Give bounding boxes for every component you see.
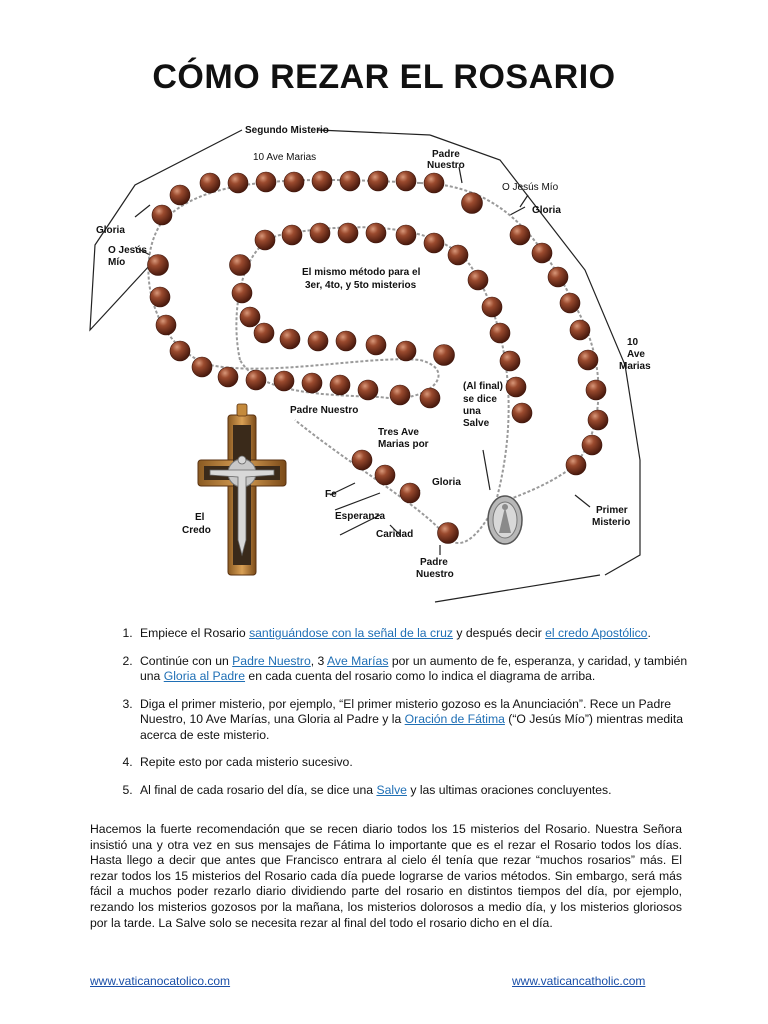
label-padre-top-2: Nuestro xyxy=(427,160,465,171)
label-10-ave-top: 10 Ave Marias xyxy=(253,152,317,163)
label-segundo-misterio: Segundo Misterio xyxy=(245,125,329,136)
label-padre-top-1: Padre xyxy=(432,149,460,160)
label-primer-misterio-1: Primer xyxy=(596,505,628,516)
label-10-right-1: 10 xyxy=(627,337,639,348)
label-padre-bottom-1: Padre xyxy=(420,557,448,568)
top-bracket-line xyxy=(318,130,430,135)
label-tres-ave-1: Tres Ave xyxy=(378,427,419,438)
label-al-final-4: Salve xyxy=(463,418,490,429)
step-text: Diga el primer misterio, por ejemplo, “El primer misterio gozoso es la Anunciación”. Rece un Padre Nuestro, 10 Ave Marías, una Gloria al Padre y la xyxy=(140,696,672,726)
recommendation-paragraph: Hacemos la fuerte recomendación que se recen diario todos los 15 misterios del Rosario. Nuestra Señora insistió una y otra vez en sus mensajes de Fátima lo importante que es el rezar el Rosario todos los días. Hasta llego a decir que antes que Francisco entrara al cielo él tenía que rezar “muchos rosarios” más. El rezar todos los 15 misterios del Rosario cada día puede lograrse de varios métodos. Sin embargo, será más fácil a muchos poder rezarlo diario dividiendo parte del rosario en distintos tiempos del día, por ejemplo, rezando los misterios gozosos por la mañana, los misterios dolorosos a medio día, y los misterios gloriosos por la tarde. La Salve solo se necesita rezar al final del todo el rosario dicho en el día. xyxy=(90,822,682,930)
label-fe: Fe xyxy=(325,489,337,500)
step-text: y las ultimas oraciones concluyentes. xyxy=(406,782,612,797)
step-text: Empiece el Rosario xyxy=(140,626,250,640)
crucifix-icon xyxy=(198,404,286,575)
step-item xyxy=(136,783,708,799)
step-text: y después decir xyxy=(453,626,546,640)
step-text: , 3 xyxy=(310,653,328,668)
step-link[interactable]: Gloria al Padre xyxy=(163,669,246,683)
label-o-jesus-left-2: Mío xyxy=(108,257,126,268)
label-padre-mid: Padre Nuestro xyxy=(290,405,359,416)
rosary-diagram xyxy=(80,115,700,605)
label-al-final-3: una xyxy=(463,406,481,417)
step-link[interactable]: santiguándose con la señal de la cruz xyxy=(249,626,454,640)
instruction-list xyxy=(110,626,708,810)
label-tres-ave-2: Marias por xyxy=(378,439,429,450)
label-o-jesus-left-1: O Jesús xyxy=(108,245,147,256)
step-text: Repite esto por cada misterio sucesivo. xyxy=(140,755,353,769)
footer-link-vaticanocatolico[interactable]: www.vaticanocatolico.com xyxy=(90,974,231,988)
label-primer-misterio-2: Misterio xyxy=(592,517,631,528)
step-text: Continúe con un xyxy=(140,653,233,668)
label-gloria-left: Gloria xyxy=(96,225,125,236)
label-10-right-3: Marias xyxy=(619,361,651,372)
label-gloria-right: Gloria xyxy=(532,205,561,216)
label-esperanza: Esperanza xyxy=(335,511,386,522)
label-caridad: Caridad xyxy=(376,529,414,540)
step-text: (“O Jesús Mío”) mientras medita acerca de este misterio. xyxy=(140,712,684,742)
step-item xyxy=(136,697,708,744)
label-el-credo-1: El xyxy=(195,512,205,523)
step-text: Al final de cada rosario del día, se dice una xyxy=(140,782,377,797)
label-padre-bottom-2: Nuestro xyxy=(416,569,454,580)
label-al-final-1: (Al final) xyxy=(463,381,503,392)
step-link[interactable]: Ave Marías xyxy=(327,653,389,668)
label-o-jesus-right: O Jesús Mío xyxy=(502,182,559,193)
label-gloria-bottom: Gloria xyxy=(432,477,461,488)
mary-medal-icon xyxy=(488,496,522,544)
label-mismo-metodo-1: El mismo método para el xyxy=(302,267,421,278)
step-link[interactable]: Salve xyxy=(376,782,407,797)
step-link[interactable]: Padre Nuestro xyxy=(232,653,311,668)
step-text: por un aumento de fe, esperanza, y caridad, y también una xyxy=(140,653,688,683)
label-10-right-2: Ave xyxy=(627,349,645,360)
step-text: en cada cuenta del rosario como lo indica el diagrama de arriba. xyxy=(245,669,596,683)
label-al-final-2: se dice xyxy=(463,394,497,405)
label-mismo-metodo-2: 3er, 4to, y 5to misterios xyxy=(305,280,417,291)
step-link[interactable]: el credo Apostólico xyxy=(545,626,648,640)
step-item xyxy=(136,755,708,771)
step-text: . xyxy=(647,626,651,640)
bottom-bracket-line xyxy=(435,575,600,602)
step-item xyxy=(136,654,708,685)
step-link[interactable]: Oración de Fátima xyxy=(404,712,505,726)
footer-link-vaticancatholic[interactable]: www.vaticancatholic.com xyxy=(512,974,646,988)
label-el-credo-2: Credo xyxy=(182,525,211,536)
page-title: CÓMO REZAR EL ROSARIO xyxy=(152,58,616,96)
step-item xyxy=(136,626,708,642)
